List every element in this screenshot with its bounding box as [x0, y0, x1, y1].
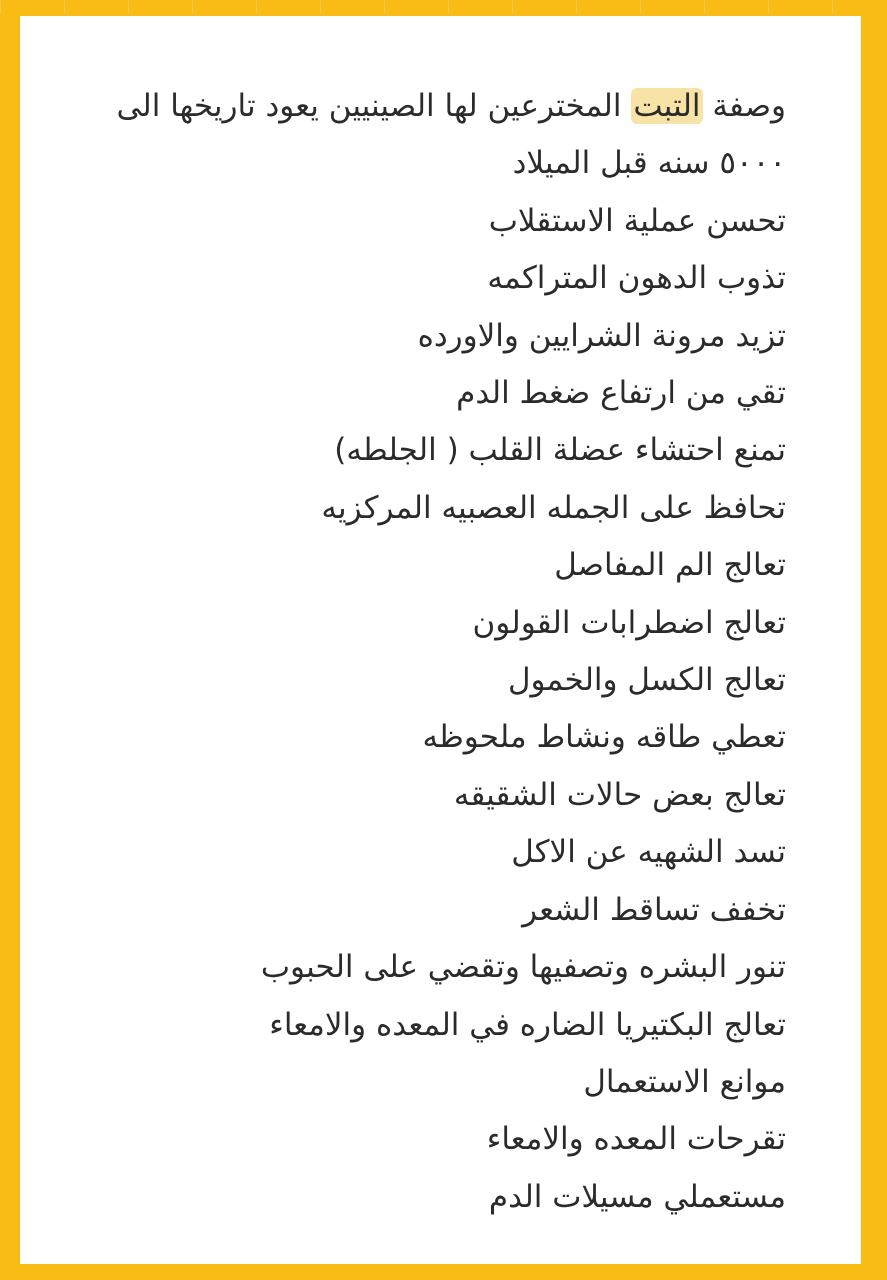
- note-line: تحسن عملية الاستقلاب: [488, 202, 786, 239]
- note-line: تنور البشره وتصفيها وتقضي على الحبوب: [260, 949, 786, 986]
- contraindications-heading: موانع الاستعمال: [583, 1063, 786, 1100]
- note-text: [26, 78, 786, 1226]
- note-line: تحافظ على الجمله العصبيه المركزيه: [321, 489, 786, 526]
- highlighted-word: التبت: [633, 88, 701, 124]
- note-line: ٥٠٠٠ سنه قبل الميلاد: [512, 145, 786, 182]
- note-line: تخفف تساقط الشعر: [522, 891, 786, 928]
- note-sheet: [20, 16, 861, 1264]
- title-prefix: وصفة: [702, 88, 786, 124]
- note-line: تقي من ارتفاع ضغط الدم: [456, 375, 786, 412]
- note-line: تزيد مرونة الشرايين والاورده: [417, 317, 786, 354]
- note-line: تعالج الكسل والخمول: [507, 662, 786, 699]
- note-line: تسد الشهيه عن الاكل: [511, 834, 786, 871]
- note-line: تعالج بعض حالات الشقيقه: [453, 776, 786, 813]
- frame-grid-lines: [0, 0, 887, 14]
- note-line-title: [26, 78, 786, 135]
- note-line: تذوب الدهون المتراكمه: [487, 260, 786, 297]
- note-line: تعالج الم المفاصل: [554, 547, 786, 584]
- note-line: تعالج اضطرابات القولون: [472, 604, 786, 641]
- note-line: تعالج البكتيريا الضاره في المعده والامعاء: [269, 1006, 786, 1043]
- note-line: مستعملي مسيلات الدم: [488, 1178, 786, 1215]
- note-line: تمنع احتشاء عضلة القلب ( الجلطه): [334, 432, 786, 469]
- title-suffix: المخترعين لها الصينيين يعود تاريخها الى: [116, 88, 632, 124]
- note-line: تقرحات المعده والامعاء: [486, 1121, 786, 1158]
- note-line: تعطي طاقه ونشاط ملحوظه: [422, 719, 786, 756]
